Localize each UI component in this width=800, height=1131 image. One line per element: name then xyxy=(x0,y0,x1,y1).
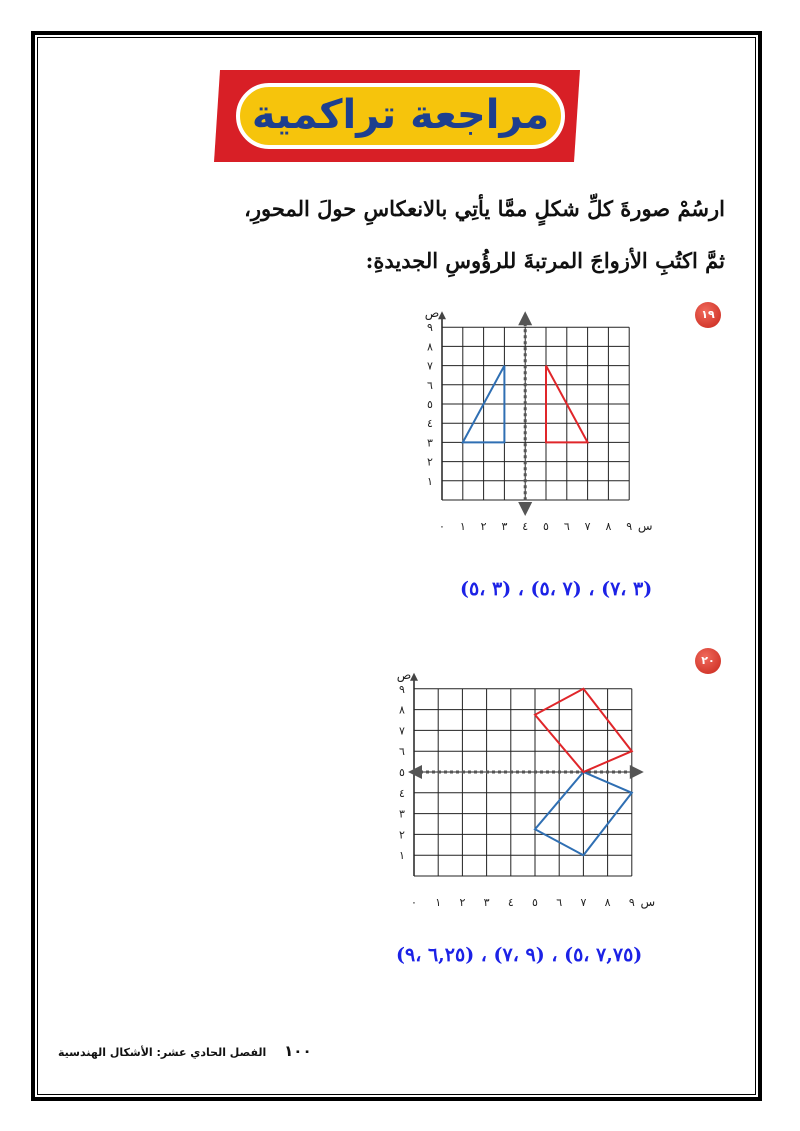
y-tick-label: ٨ xyxy=(399,703,405,717)
coordinate-grid-20 xyxy=(370,640,700,910)
question-number-19: ١٩ xyxy=(695,302,721,328)
page-title: مراجعة تراكمية xyxy=(251,92,550,138)
y-tick-label: ٥ xyxy=(399,766,405,779)
page-footer xyxy=(58,1042,312,1060)
x-axis-symbol: س xyxy=(640,895,656,909)
y-tick-label: ٧ xyxy=(399,724,405,738)
x-tick-label: ٣ xyxy=(501,520,508,533)
y-tick-label: ٩ xyxy=(399,682,405,696)
chapter-topic: الأشكال الهندسية xyxy=(58,1046,153,1059)
reflection-axis-arrow xyxy=(518,502,532,516)
chapter-label: الفصل الحادي عشر: xyxy=(156,1046,267,1059)
x-tick-label: ٥ xyxy=(543,520,549,533)
x-tick-label: ٦ xyxy=(556,896,563,909)
x-tick-label: ٦ xyxy=(563,520,570,533)
y-tick-label: ٨ xyxy=(427,340,433,354)
x-tick-label: ١ xyxy=(435,896,442,909)
reflection-axis-arrow xyxy=(518,311,532,325)
reflection-axis-arrow xyxy=(630,765,644,779)
answer-19: (٣ ،٧) ، (٧ ،٥) ، (٣ ،٥) xyxy=(460,578,653,600)
instruction-line-1: ارسُمْ صورةَ كلِّ شكلٍ ممَّا يأتِي بالانعكاسِ حولَ المحورِ، xyxy=(244,196,725,221)
y-tick-label: ٦ xyxy=(399,745,405,759)
y-tick-label: ٧ xyxy=(427,359,433,373)
y-axis-symbol: ص xyxy=(396,667,412,682)
x-tick-label: ١ xyxy=(459,520,466,533)
x-tick-label: ٢ xyxy=(459,896,466,909)
x-tick-label: ٣ xyxy=(483,896,490,909)
x-tick-label: ٥ xyxy=(532,896,538,909)
x-tick-label: ٩ xyxy=(628,896,635,909)
x-tick-label: ٤ xyxy=(507,896,514,909)
x-tick-label: ٠ xyxy=(411,896,417,909)
x-tick-label: ٠ xyxy=(439,520,445,533)
y-tick-label: ٤ xyxy=(399,786,405,800)
question-number-20: ٢٠ xyxy=(695,648,721,674)
x-tick-label: ٧ xyxy=(584,520,591,533)
coordinate-grid-19 xyxy=(400,290,690,560)
y-tick-label: ٣ xyxy=(427,436,433,450)
x-tick-label: ٧ xyxy=(580,896,587,909)
y-tick-label: ١ xyxy=(399,849,405,863)
instruction-line-2: ثمَّ اكتُبِ الأزواجَ المرتبةَ للرؤُوسِ الجديدةِ: xyxy=(365,248,725,273)
y-tick-label: ٤ xyxy=(427,417,433,431)
y-tick-label: ٣ xyxy=(399,807,405,821)
y-tick-label: ٢ xyxy=(399,828,405,842)
x-tick-label: ٨ xyxy=(604,896,611,909)
y-tick-label: ٦ xyxy=(427,378,433,392)
x-tick-label: ٩ xyxy=(626,520,633,533)
x-tick-label: ٤ xyxy=(522,520,529,533)
y-tick-label: ١ xyxy=(427,474,433,488)
y-tick-label: ٩ xyxy=(427,321,433,335)
y-axis-symbol: ص xyxy=(424,306,440,321)
x-tick-label: ٢ xyxy=(480,520,487,533)
x-axis-symbol: س xyxy=(637,519,653,533)
y-tick-label: ٢ xyxy=(427,455,433,469)
answer-20: (٧,٧٥ ،٥) ، (٩ ،٧) ، (٦,٢٥ ،٩) xyxy=(396,944,643,966)
x-tick-label: ٨ xyxy=(605,520,612,533)
page-number: ١٠٠ xyxy=(284,1042,312,1060)
y-tick-label: ٥ xyxy=(427,398,433,411)
reflection-axis-arrow xyxy=(408,765,422,779)
